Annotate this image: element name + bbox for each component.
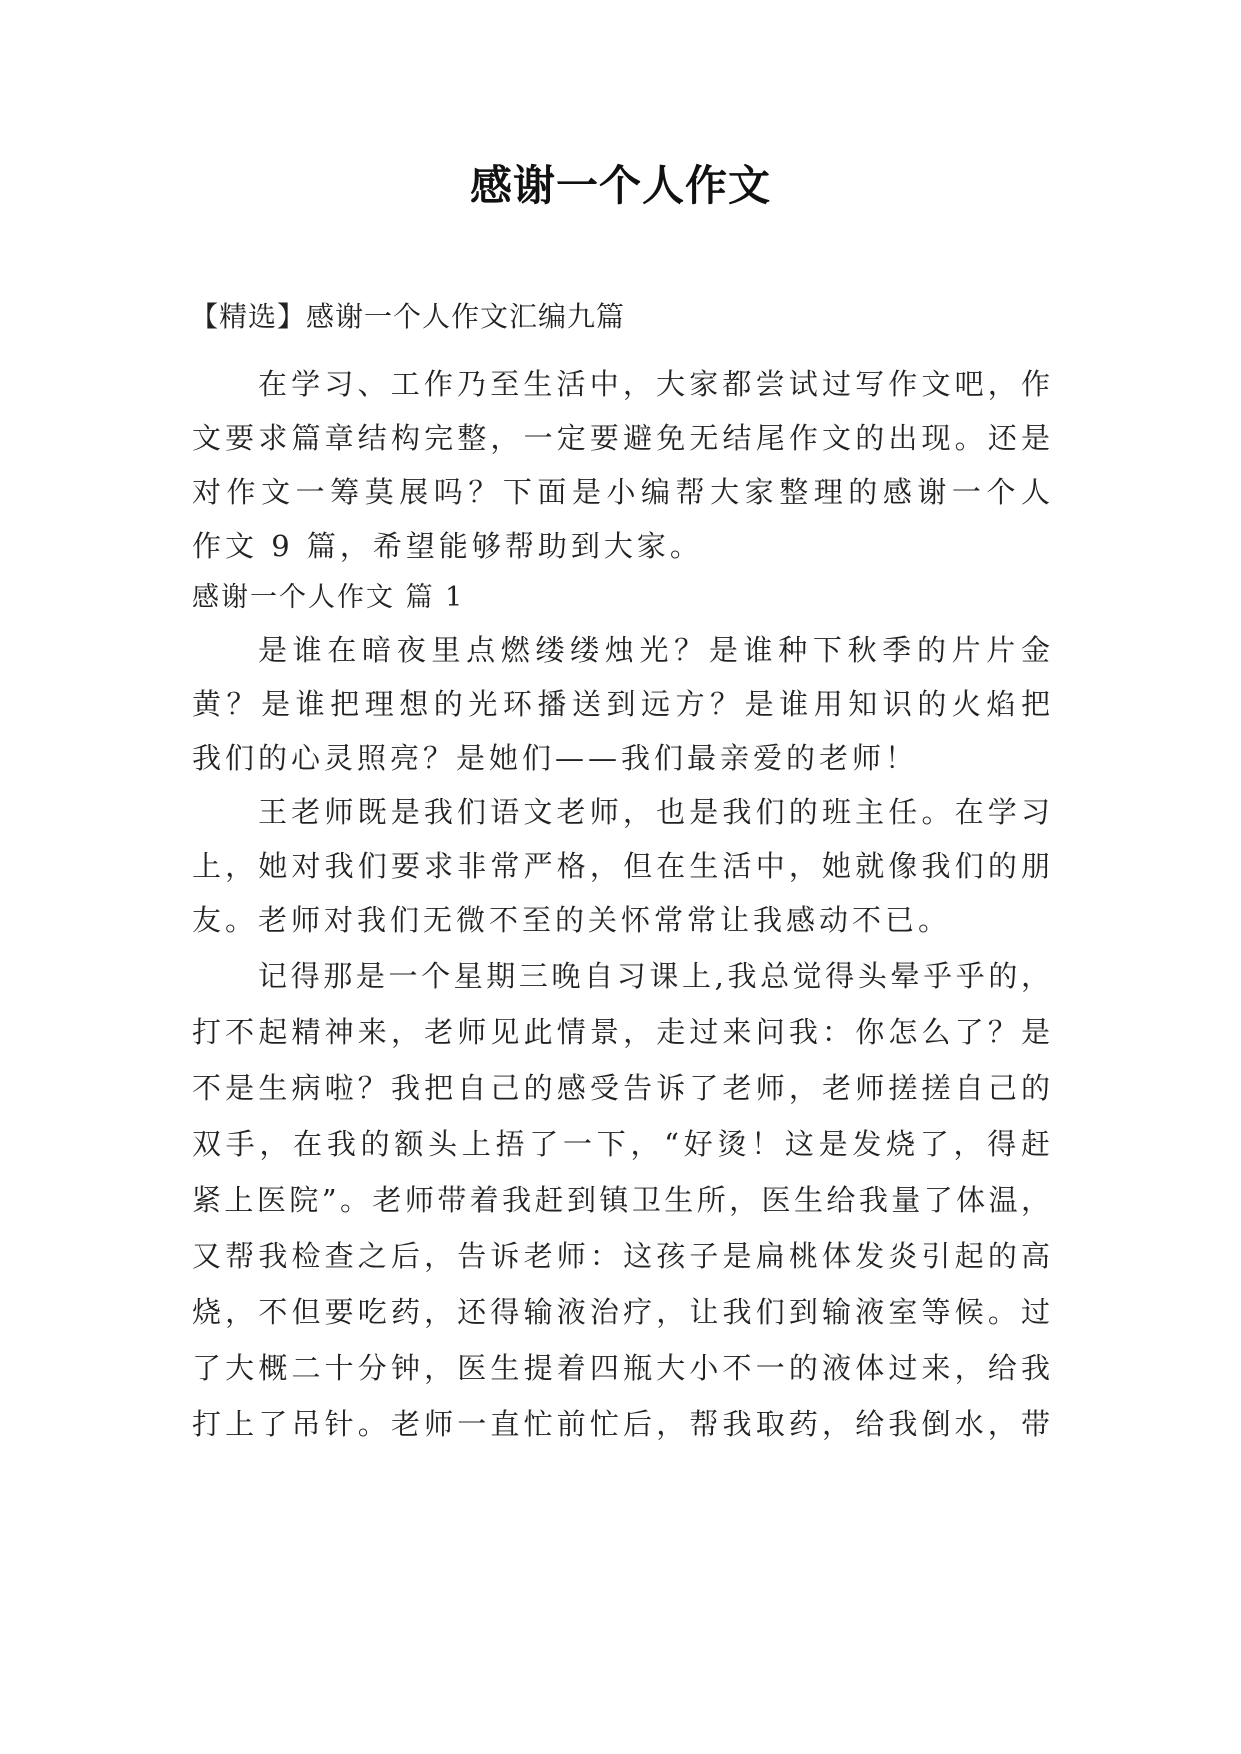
paragraph3-line-7: 烧，不但要吃药，还得输液治疗，让我们到输液室等候。过 [192,1295,1050,1329]
document-title: 感谢一个人作文 [469,161,771,210]
document-subtitle: 【精选】感谢一个人作文汇编九篇 [190,300,626,333]
paragraph3-line-5: 紧上医院”。老师带着我赶到镇卫生所，医生给我量了体温， [192,1183,1050,1217]
paragraph2-line-3: 友。老师对我们无微不至的关怀常常让我感动不已。 [192,903,952,937]
intro-line-1: 在学习、工作乃至生活中，大家都尝试过写作文吧，作 [258,367,1050,401]
paragraph3-line-2: 打不起精神来，老师见此情景，走过来问我：你怎么了？是 [192,1015,1050,1049]
paragraph1-line-2: 黄？是谁把理想的光环播送到远方？是谁用知识的火焰把 [192,687,1050,721]
paragraph3-line-4: 双手，在我的额头上捂了一下，“好烫！这是发烧了，得赶 [192,1127,1050,1161]
paragraph3-line-8: 了大概二十分钟，医生提着四瓶大小不一的液体过来，给我 [192,1351,1050,1385]
paragraph3-line-9: 打上了吊针。老师一直忙前忙后，帮我取药，给我倒水，带 [192,1407,1050,1441]
paragraph1-line-1: 是谁在暗夜里点燃缕缕烛光？是谁种下秋季的片片金 [258,633,1050,667]
paragraph2-line-2: 上，她对我们要求非常严格，但在生活中，她就像我们的朋 [192,849,1050,883]
paragraph3-line-6: 又帮我检查之后，告诉老师：这孩子是扁桃体发炎引起的高 [192,1239,1050,1273]
intro-line-3: 对作文一筹莫展吗？下面是小编帮大家整理的感谢一个人 [192,475,1050,509]
section-heading: 感谢一个人作文 篇 1 [192,582,465,613]
paragraph3-line-3: 不是生病啦？我把自己的感受告诉了老师，老师搓搓自己的 [192,1071,1050,1105]
intro-line-4: 作文 9 篇，希望能够帮助到大家。 [192,529,703,563]
paragraph2-line-1: 王老师既是我们语文老师，也是我们的班主任。在学习 [258,795,1050,829]
intro-line-2: 文要求篇章结构完整，一定要避免无结尾作文的出现。还是 [192,421,1050,455]
paragraph1-line-3: 我们的心灵照亮？是她们——我们最亲爱的老师！ [192,741,919,775]
paragraph3-line-1: 记得那是一个星期三晚自习课上,我总觉得头晕乎乎的， [258,959,1050,993]
